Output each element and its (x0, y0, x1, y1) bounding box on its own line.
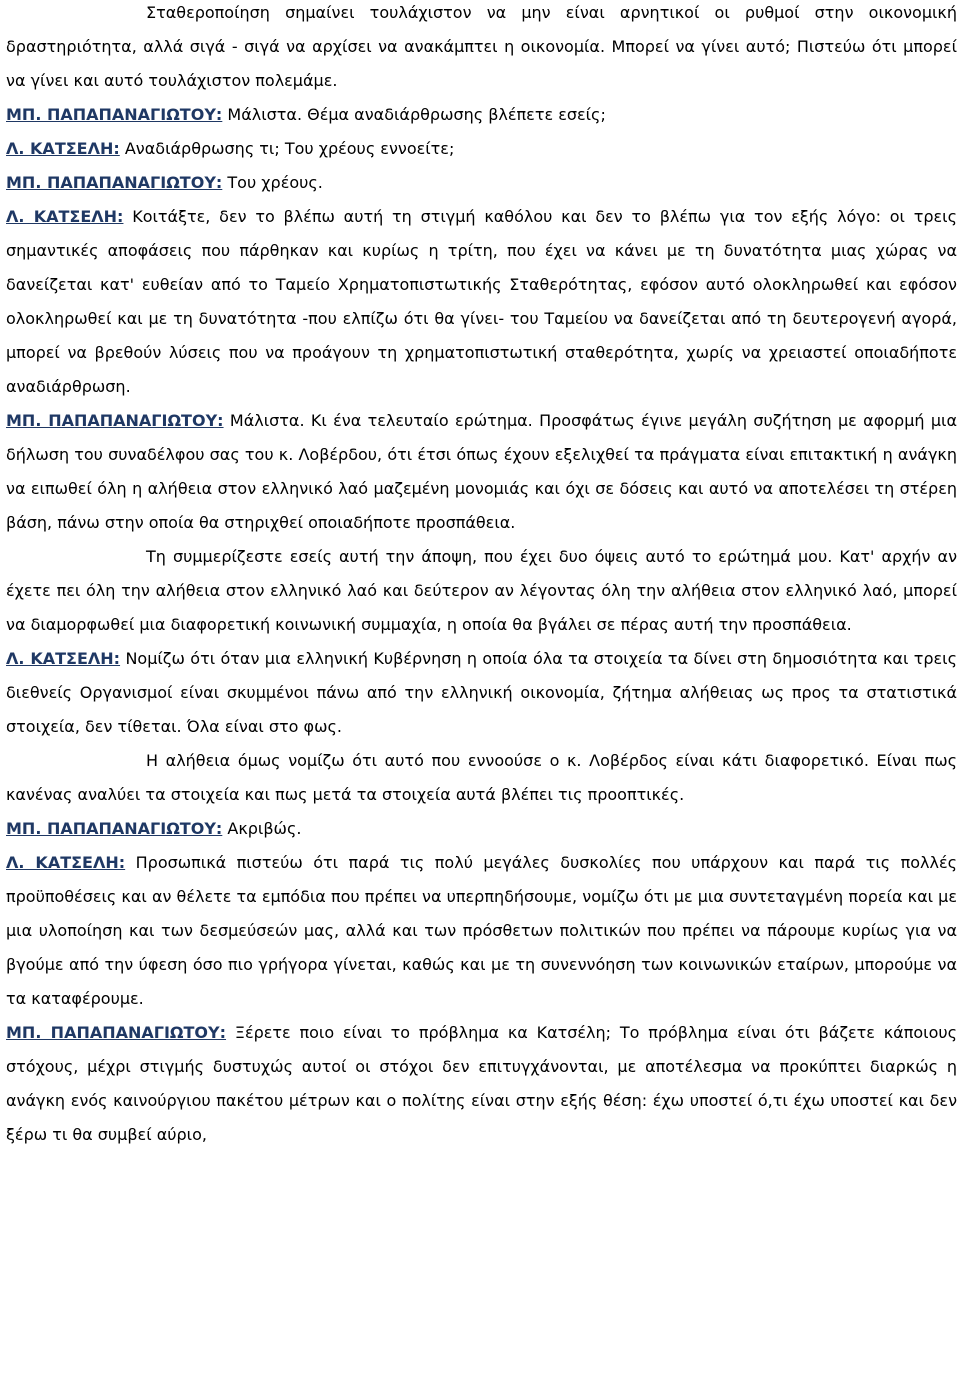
paragraph-text: Ακριβώς. (222, 819, 302, 838)
paragraph (6, 404, 957, 540)
paragraph (6, 744, 957, 812)
paragraph-text: Του χρέους. (222, 173, 323, 192)
speaker-label: Λ. ΚΑΤΣΕΛΗ: (6, 139, 120, 158)
paragraph-text: Νομίζω ότι όταν μια ελληνική Κυβέρνηση η οποία όλα τα στοιχεία τα δίνει στη δημοσιότητα και τρεις διεθνείς Οργανισμοί είναι σκυμμένοι πάνω από την ελληνική οικονομία, ζήτημα αλήθειας ως προς τα στατιστικά στοιχεία, δεν τίθεται. Όλα είναι στο φως. (6, 649, 957, 736)
paragraph (6, 812, 957, 846)
paragraph (6, 166, 957, 200)
paragraph-text: Σταθεροποίηση σημαίνει τουλάχιστον να μην είναι αρνητικοί οι ρυθμοί στην οικονομική δραστηριότητα, αλλά σιγά - σιγά να αρχίσει να ανακάμπτει η οικονομία. Μπορεί να γίνει αυτό; Πιστεύω ότι μπορεί να γίνει και αυτό τουλάχιστον πολεμάμε. (6, 3, 957, 90)
paragraph (6, 540, 957, 642)
paragraph (6, 132, 957, 166)
paragraph (6, 846, 957, 1016)
paragraph (6, 642, 957, 744)
paragraph (6, 200, 957, 404)
paragraph-text: Μάλιστα. Κι ένα τελευταίο ερώτημα. Προσφάτως έγινε μεγάλη συζήτηση με αφορμή μια δήλωση του συναδέλφου σας του κ. Λοβέρδου, ότι έτσι όπως έχουν εξελιχθεί τα πράγματα είναι επιτακτική η ανάγκη να ειπωθεί όλη η αλήθεια στον ελληνικό λαό μαζεμένη μονομιάς και όχι σε δόσεις και αυτό να αποτελέσει τη στέρεη βάση, πάνω στην οποία θα στηριχθεί οποιαδήποτε προσπάθεια. (6, 411, 957, 532)
speaker-label: ΜΠ. ΠΑΠΑΠΑΝΑΓΙΩΤΟΥ: (6, 819, 223, 838)
paragraph-text: Αναδιάρθρωσης τι; Του χρέους εννοείτε; (119, 139, 455, 158)
paragraph-text: Η αλήθεια όμως νομίζω ότι αυτό που εννοούσε ο κ. Λοβέρδος είναι κάτι διαφορετικό. Είναι πως κανένας αναλύει τα στοιχεία και πως μετά τα στοιχεία αυτά βλέπει τις προοπτικές. (6, 751, 957, 804)
speaker-label: Λ. ΚΑΤΣΕΛΗ: (6, 853, 126, 872)
paragraph-text: Κοιτάξτε, δεν το βλέπω αυτή τη στιγμή καθόλου και δεν το βλέπω για τον εξής λόγο: οι τρεις σημαντικές αποφάσεις που πάρθηκαν και κυρίως η τρίτη, που έχει να κάνει με τη δυνατότητα μιας χώρας να δανείζεται κατ' ευθείαν από το Ταμείο Χρηματοπιστωτικής Σταθερότητας, εφόσον αυτό ολοκληρωθεί και εφόσον ολοκληρωθεί και με τη δυνατότητα -που ελπίζω ότι θα γίνει- του Ταμείου να δανείζεται από τη δευτερογενή αγορά, μπορεί να βρεθούν λύσεις που να προάγουν τη χρηματοπιστωτική σταθερότητα, χωρίς να χρειαστεί οποιαδήποτε αναδιάρθρωση. (6, 207, 957, 396)
paragraph-text: Προσωπικά πιστεύω ότι παρά τις πολύ μεγάλες δυσκολίες που υπάρχουν και παρά τις πολλές προϋποθέσεις και αν θέλετε τα εμπόδια που πρέπει να υπερπηδήσουμε, νομίζω ότι με μια συντεταγμένη πορεία και με μια υλοποίηση και των δεσμεύσεών μας, αλλά και των πρόσθετων πολιτικών που πρέπει να πάρουμε κυρίως για να βγούμε από την ύφεση όσο πιο γρήγορα γίνεται, καθώς και με τη συνεννόηση των κοινωνικών εταίρων, μπορούμε να τα καταφέρουμε. (6, 853, 957, 1008)
speaker-label: ΜΠ. ΠΑΠΑΠΑΝΑΓΙΩΤΟΥ: (6, 411, 224, 430)
speaker-label: Λ. ΚΑΤΣΕΛΗ: (6, 207, 124, 226)
speaker-label: ΜΠ. ΠΑΠΑΠΑΝΑΓΙΩΤΟΥ: (6, 173, 223, 192)
paragraph (6, 0, 957, 98)
speaker-label: Λ. ΚΑΤΣΕΛΗ: (6, 649, 121, 668)
paragraph-text: Ξέρετε ποιο είναι το πρόβλημα κα Κατσέλη; Το πρόβλημα είναι ότι βάζετε κάποιους στόχους, μέχρι στιγμής δυστυχώς αυτοί οι στόχοι δεν επιτυγχάνονται, με αποτέλεσμα να προκύπτει διαρκώς η ανάγκη ενός καινούργιου πακέτου μέτρων και ο πολίτης είναι στην εξής θέση: έχω υποστεί ό,τι έχω υποστεί και δεν ξέρω τι θα συμβεί αύριο, (6, 1023, 958, 1144)
paragraph-text: Μάλιστα. Θέμα αναδιάρθρωσης βλέπετε εσείς; (222, 105, 606, 124)
paragraph (6, 1016, 957, 1152)
speaker-label: ΜΠ. ΠΑΠΑΠΑΝΑΓΙΩΤΟΥ: (6, 1023, 227, 1042)
paragraph (6, 98, 957, 132)
paragraph-text: Τη συμμερίζεστε εσείς αυτή την άποψη, που έχει δυο όψεις αυτό το ερώτημά μου. Κατ' αρχήν αν έχετε πει όλη την αλήθεια στον ελληνικό λαό και δεύτερον αν λέγοντας όλη την αλήθεια στον ελληνικό λαό, μπορεί να διαμορφωθεί μια διαφορετική κοινωνική συμμαχία, η οποία θα βγάλει σε πέρας αυτή την προσπάθεια. (6, 547, 957, 634)
speaker-label: ΜΠ. ΠΑΠΑΠΑΝΑΓΙΩΤΟΥ: (6, 105, 223, 124)
